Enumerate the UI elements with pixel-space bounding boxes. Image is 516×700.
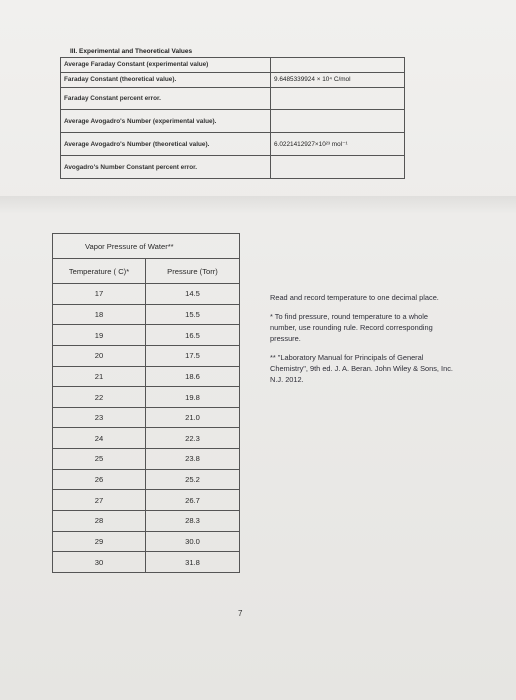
table-row [53,552,240,573]
notes-block [270,292,455,393]
table-row [53,345,240,366]
temp-cell: 22 [53,387,146,408]
pressure-cell: 21.0 [146,407,240,428]
table-row [61,87,405,110]
table-row [61,72,405,87]
experimental-values-table [60,57,405,179]
temp-cell: 17 [53,284,146,305]
row-label: Average Avogadro's Number (experimental value). [61,110,271,133]
pressure-cell: 30.0 [146,531,240,552]
table-row [53,469,240,490]
vapor-table-caption: Vapor Pressure of Water** [53,234,240,259]
row-value [271,110,405,133]
table-row [53,304,240,325]
col-header-temperature: Temperature ( C)* [53,259,146,284]
table-row [53,387,240,408]
row-label: Average Avogadro's Number (theoretical value). [61,133,271,156]
table-row [53,531,240,552]
section-title: III. Experimental and Theoretical Values [70,48,193,55]
temp-cell: 23 [53,407,146,428]
pressure-cell: 22.3 [146,428,240,449]
vapor-pressure-table [52,233,240,573]
table-row [53,284,240,305]
row-value [271,58,405,73]
row-value: 6.0221412927×10²³ mol⁻¹ [271,133,405,156]
table-row [53,407,240,428]
table-row [61,133,405,156]
table-row [53,449,240,470]
table-row [53,511,240,532]
pressure-cell: 17.5 [146,345,240,366]
temp-cell: 19 [53,325,146,346]
row-label: Average Faraday Constant (experimental value) [61,58,271,73]
table-row [53,366,240,387]
temp-cell: 26 [53,469,146,490]
row-label: Faraday Constant percent error. [61,87,271,110]
table-row [53,428,240,449]
table-row [61,58,405,73]
temp-cell: 30 [53,552,146,573]
pressure-cell: 31.8 [146,552,240,573]
row-label: Faraday Constant (theoretical value). [61,72,271,87]
table-row [61,156,405,179]
pressure-cell: 25.2 [146,469,240,490]
temp-cell: 29 [53,531,146,552]
temp-cell: 24 [53,428,146,449]
pressure-cell: 18.6 [146,366,240,387]
temp-cell: 21 [53,366,146,387]
temp-cell: 28 [53,511,146,532]
temp-cell: 25 [53,449,146,470]
page-fold-shadow [0,196,516,214]
temp-cell: 18 [53,304,146,325]
table-row [53,490,240,511]
page-number: 7 [238,609,243,618]
col-header-pressure: Pressure (Torr) [146,259,240,284]
pressure-cell: 19.8 [146,387,240,408]
pressure-cell: 26.7 [146,490,240,511]
pressure-cell: 16.5 [146,325,240,346]
row-label: Avogadro's Number Constant percent error. [61,156,271,179]
pressure-cell: 15.5 [146,304,240,325]
pressure-cell: 28.3 [146,511,240,532]
row-value [271,87,405,110]
note-decimal-place: Read and record temperature to one decimal place. [270,293,439,302]
row-value: 9.6485339924 × 10⁴ C/mol [271,72,405,87]
pressure-cell: 23.8 [146,449,240,470]
note-reference: ** "Laboratory Manual for Principals of General Chemistry", 9th ed. J. A. Beran. John Wiley & Sons, Inc. N.J. 2012. [270,353,453,384]
table-row [53,325,240,346]
note-rounding: * To find pressure, round temperature to a whole number, use rounding rule. Record corresponding pressure. [270,312,433,343]
table-row [61,110,405,133]
pressure-cell: 14.5 [146,284,240,305]
temp-cell: 27 [53,490,146,511]
temp-cell: 20 [53,345,146,366]
row-value [271,156,405,179]
